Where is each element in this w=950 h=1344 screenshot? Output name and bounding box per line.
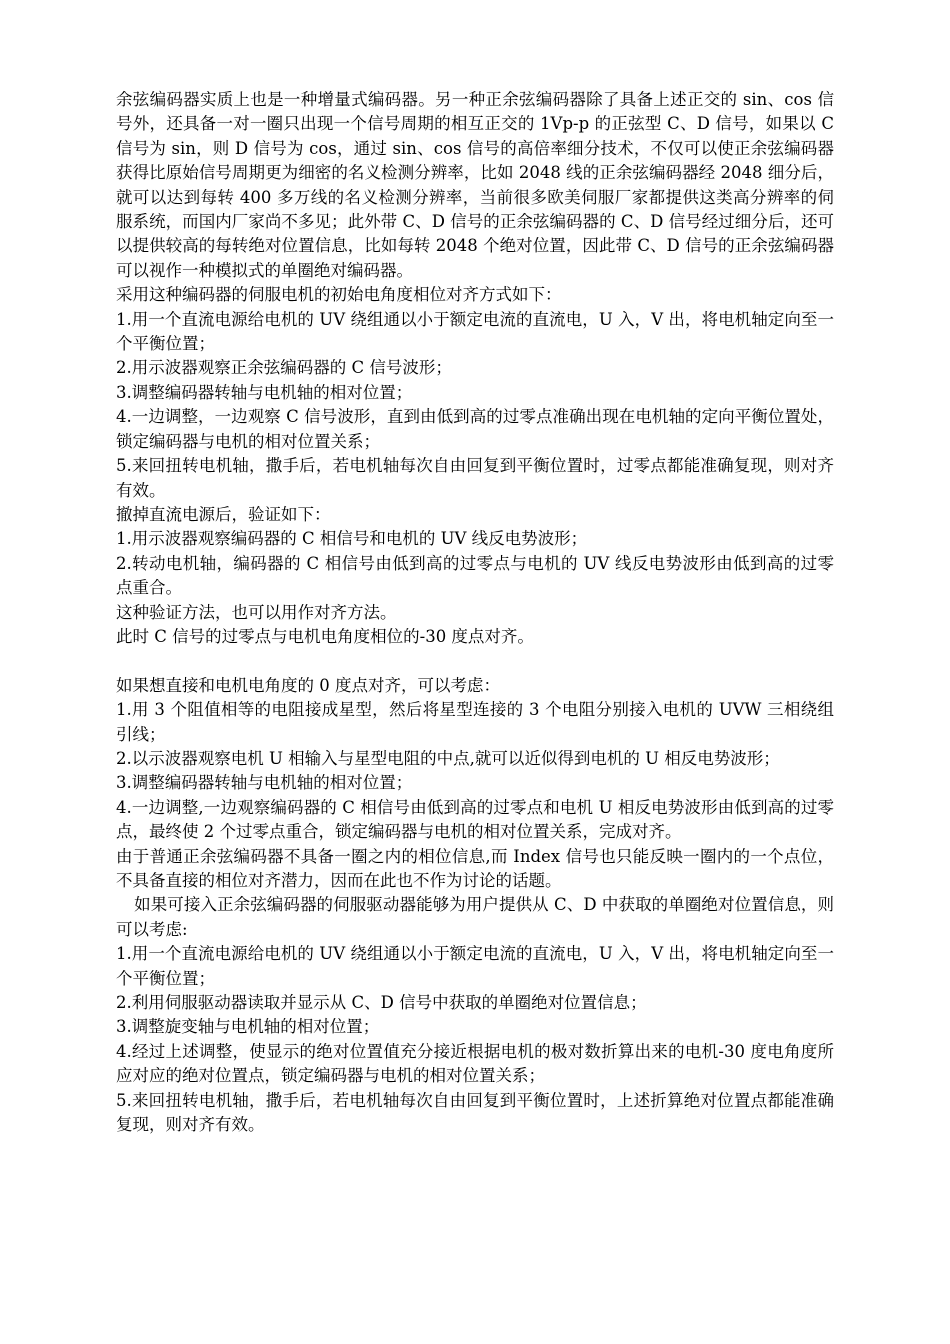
list-item: 1.用一个直流电源给电机的 UV 绕组通以小于额定电流的直流电，U 入，V 出，将电机轴定向至一个平衡位置； [116,309,834,354]
paragraph-note: 这种验证方法，也可以用作对齐方法。 [116,602,397,622]
list-item: 2.利用伺服驱动器读取并显示从 C、D 信号中获取的单圈绝对位置信息； [116,993,647,1013]
list-item: 5.来回扭转电机轴，撒手后，若电机轴每次自由回复到平衡位置时，过零点都能准确复现，则对齐有效。 [116,456,834,500]
list-item: 1.用一个直流电源给电机的 UV 绕组通以小于额定电流的直流电，U 入，V 出，将电机轴定向至一个平衡位置； [116,944,834,988]
paragraph-note: 此时 C 信号的过零点与电机电角度相位的-30 度点对齐。 [116,626,534,646]
paragraph-index-note: 由于普通正余弦编码器不具备一圈之内的相位信息,而 Index 信号也只能反映一圈内的一个点位，不具备直接的相位对齐潜力，因而在此也不作为讨论的话题。 [116,846,834,890]
list-item: 4.一边调整,一边观察编码器的 C 相信号由低到高的过零点和电机 U 相反电势波形由低到高的过零点，最终使 2 个过零点重合，锁定编码器与电机的相对位置关系，完成对齐。 [116,797,834,842]
paragraph-method-heading: 采用这种编码器的伺服电机的初始电角度相位对齐方式如下： [116,285,562,305]
list-item: 2.用示波器观察正余弦编码器的 C 信号波形； [116,358,452,378]
list-item: 5.来回扭转电机轴，撒手后，若电机轴每次自由回复到平衡位置时，上述折算绝对位置点都能准确复现，则对齐有效。 [116,1090,834,1135]
blank-line [116,649,834,673]
list-item: 2.以示波器观察电机 U 相输入与星型电阻的中点,就可以近似得到电机的 U 相反电势波形； [116,748,780,768]
paragraph-zero-degree-heading: 如果想直接和电机电角度的 0 度点对齐，可以考虑： [116,675,500,695]
list-item: 3.调整编码器转轴与电机轴的相对位置； [116,773,413,793]
list-item: 2.转动电机轴，编码器的 C 相信号由低到高的过零点与电机的 UV 线反电势波形由低到高的过零点重合。 [116,553,834,598]
list-item: 4.经过上述调整，使显示的绝对位置值充分接近根据电机的极对数折算出来的电机-30 度电角度所应对应的绝对位置点，锁定编码器与电机的相对位置关系； [116,1041,834,1086]
paragraph-verify-heading: 撤掉直流电源后，验证如下： [116,504,331,524]
document-body [116,88,834,1137]
list-item: 3.调整编码器转轴与电机轴的相对位置； [116,382,413,402]
paragraph-driver-heading: 如果可接入正余弦编码器的伺服驱动器能够为用户提供从 C、D 中获取的单圈绝对位置信息，则可以考虑: [116,895,834,939]
list-item: 1.用 3 个阻值相等的电阻接成星型，然后将星型连接的 3 个电阻分别接入电机的 UVW 三相绕组引线； [116,700,834,744]
paragraph-intro: 余弦编码器实质上也是一种增量式编码器。另一种正余弦编码器除了具备上述正交的 sin、cos 信号外，还具备一对一圈只出现一个信号周期的相互正交的 1Vp-p 的正弦型 C、D 信号，如果以 C 信号为 sin，则 D 信号为 cos，通过 sin、cos 信号的高倍率细分技术，不仅可以使正余弦编码器获得比原始信号周期更为细密的名义检测分辨率，比如 2048 线的正余弦编码器经 2048 细分后，就可以达到每转 400 多万线的名义检测分辨率，当前很多欧美伺服厂家都提供这类高分辨率的伺服系统，而国内厂家尚不多见；此外带 C、D 信号的正余弦编码器的 C、D 信号经过细分后，还可以提供较高的每转绝对位置信息，比如每转 2048 个绝对位置，因此带 C、D 信号的正余弦编码器可以视作一种模拟式的单圈绝对编码器。 [116,90,834,280]
list-item: 3.调整旋变轴与电机轴的相对位置； [116,1017,380,1037]
list-item: 1.用示波器观察编码器的 C 相信号和电机的 UV 线反电势波形； [116,529,588,549]
list-item: 4.一边调整，一边观察 C 信号波形，直到由低到高的过零点准确出现在电机轴的定向平衡位置处，锁定编码器与电机的相对位置关系； [116,407,834,451]
